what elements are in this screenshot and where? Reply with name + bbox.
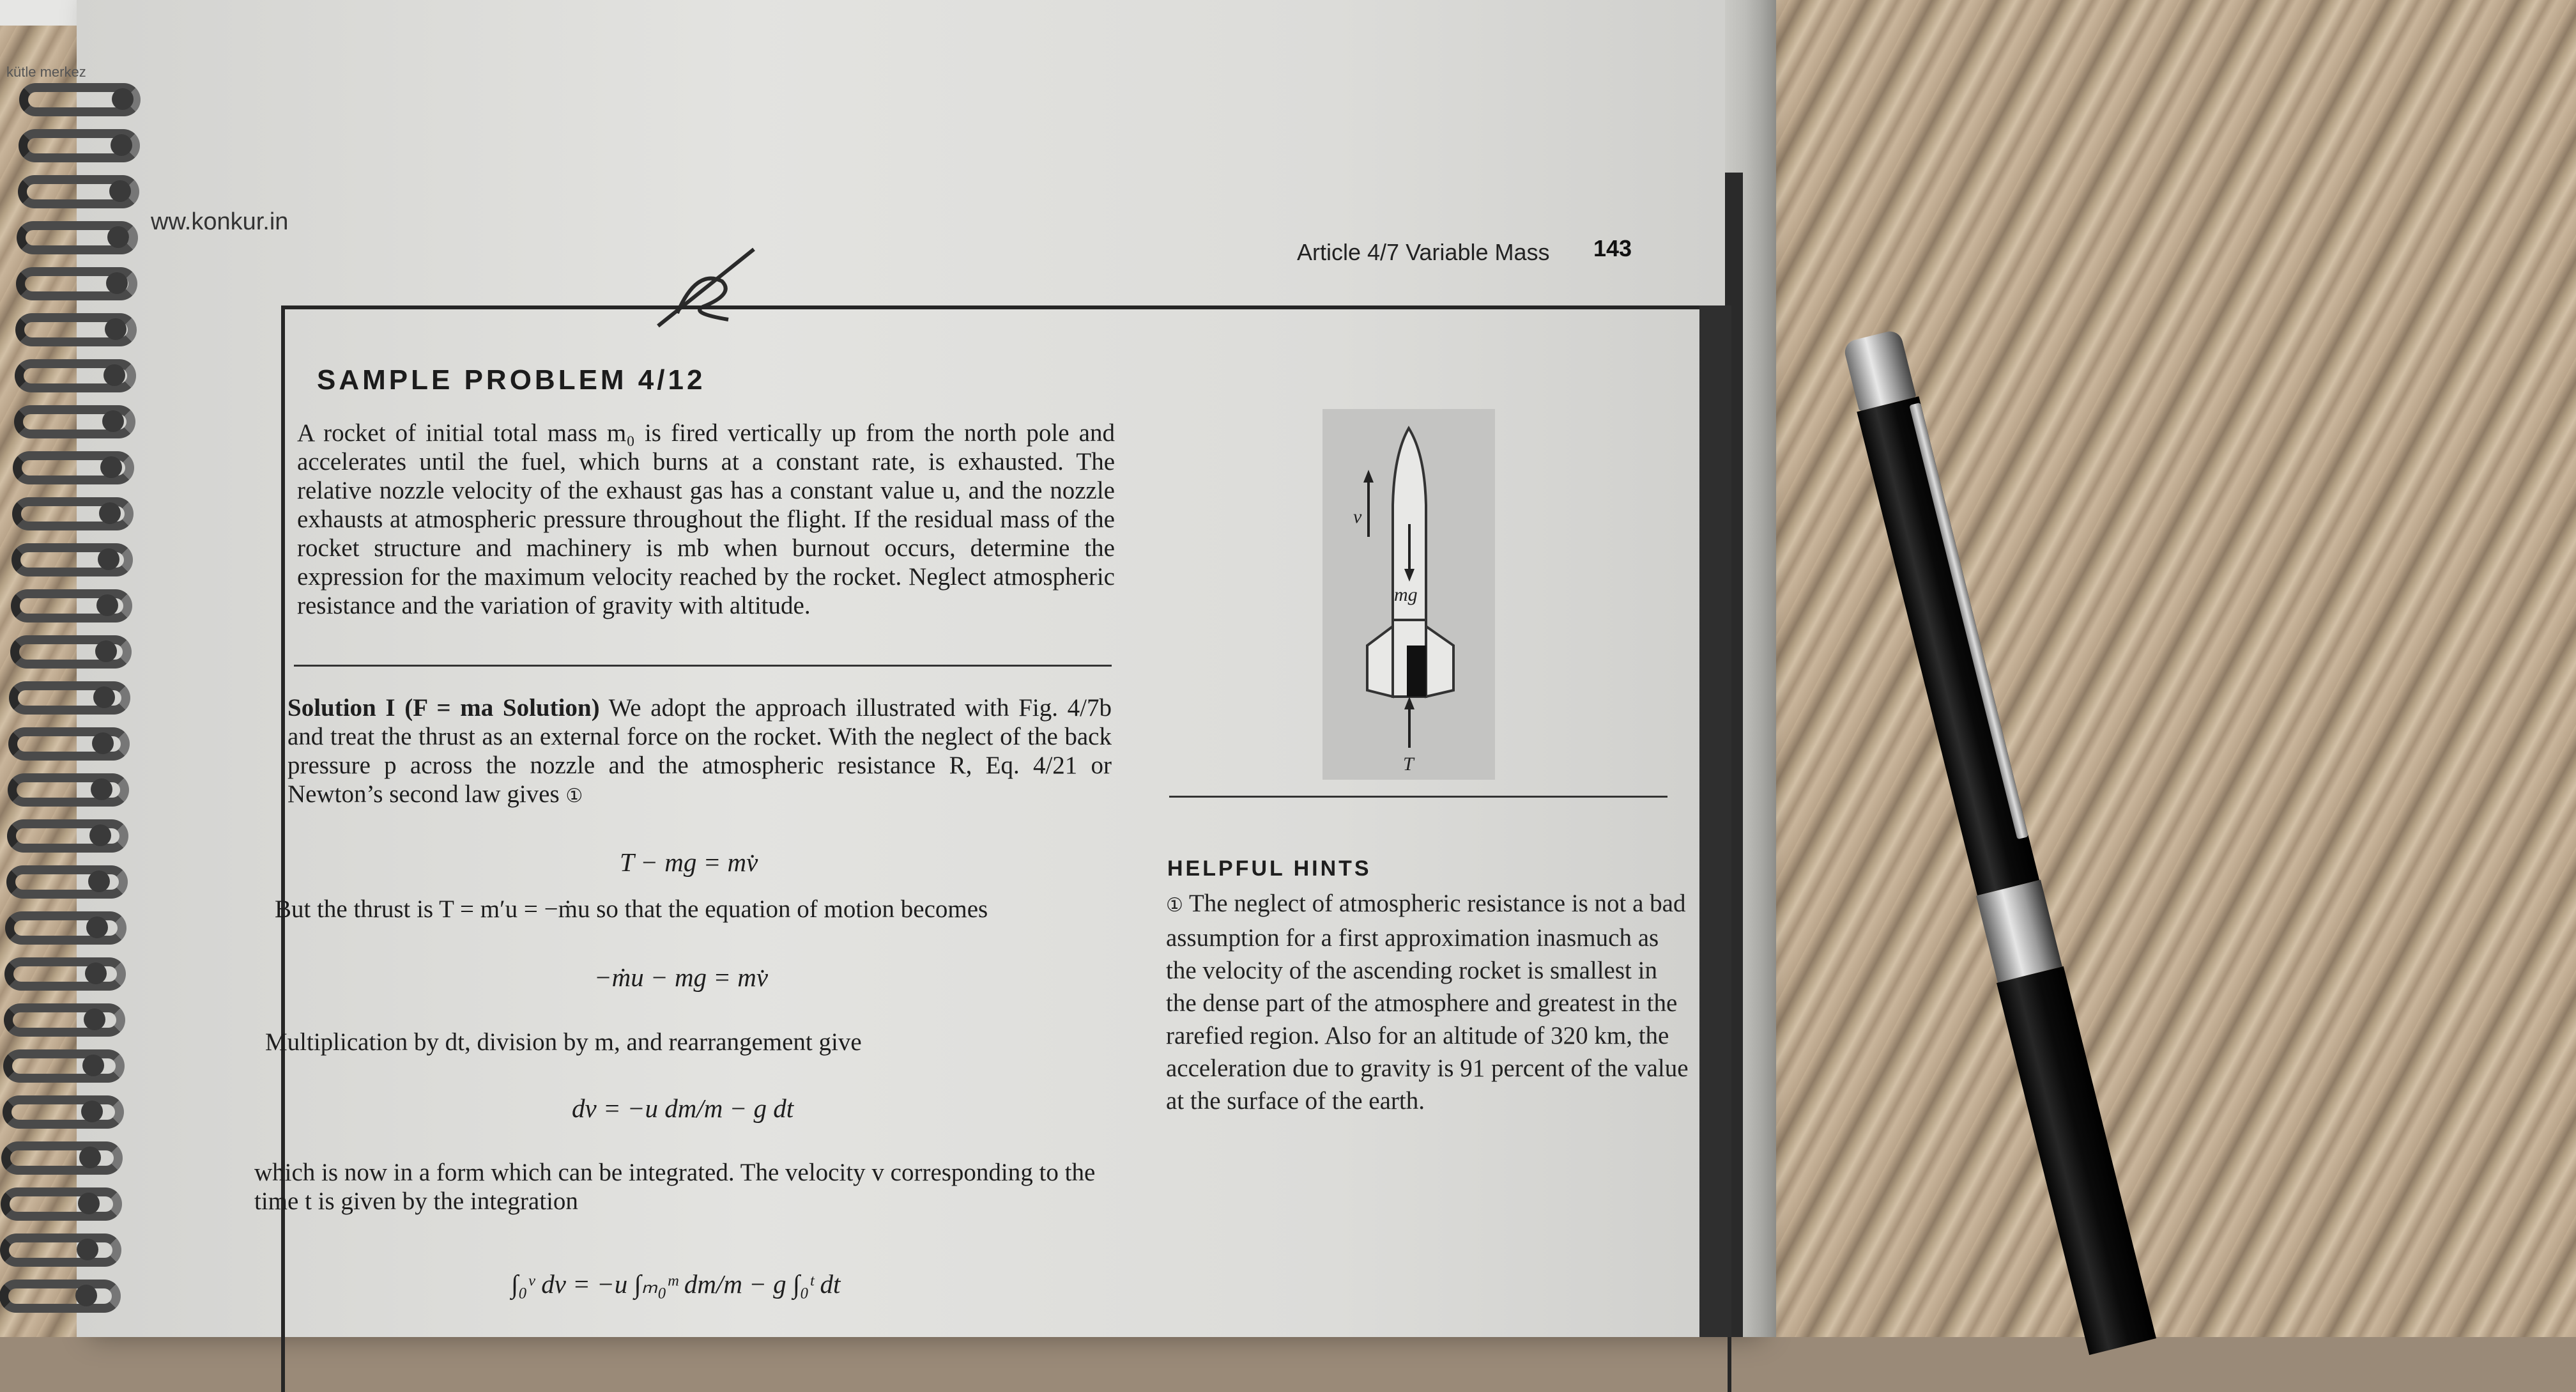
punch-hole — [88, 870, 110, 892]
punch-hole — [85, 963, 107, 984]
solution-heading: Solution I (F = ma Solution) — [288, 694, 600, 722]
page-number: 143 — [1593, 235, 1632, 261]
running-head: Article 4/7 Variable Mass — [1297, 239, 1550, 265]
equation-4: ∫₀ᵛ dv = −u ∫ₘ₀ᵐ dm/m − g ∫₀ᵗ dt — [511, 1269, 841, 1299]
spiral-ring — [0, 1233, 121, 1267]
spiral-ring — [1, 1187, 122, 1221]
punch-hole — [103, 364, 125, 386]
helpful-hints-title: HELPFUL HINTS — [1167, 856, 1372, 881]
box-shadow — [1699, 305, 1731, 1337]
solution-text-3: Multiplication by dt, division by m, and rearrangement give — [265, 1028, 862, 1056]
equation-2: −ṁu − mg = mv̇ — [594, 963, 769, 992]
spiral-ring — [0, 1280, 121, 1313]
divider — [294, 665, 1112, 667]
punch-hole — [96, 594, 118, 616]
solution-intro — [288, 693, 1112, 810]
punch-hole — [106, 272, 128, 294]
punch-hole — [77, 1239, 98, 1260]
punch-hole — [75, 1285, 97, 1306]
problem-statement: A rocket of initial total mass m₀ is fired vertically up from the north pole and accelerates until the fuel, which burns at a constant rate, is exhausted. The relative nozzle velocity of the exhaust gas has a constant value u, and the nozzle exhausts at atmospheric pressure throughout the flight. If the residual mass of the rocket structure and machinery is mb when burnout occurs, determine the expression for the maximum velocity reached by the rocket. Neglect atmospheric resistance and the variation of gravity with altitude. — [297, 419, 1115, 619]
spiral-ring — [5, 911, 126, 945]
punch-hole — [102, 410, 124, 432]
punch-hole — [109, 180, 131, 202]
rocket-nozzle — [1407, 646, 1426, 697]
punch-hole — [98, 548, 119, 570]
hint-item — [1166, 887, 1690, 1117]
solution-text-2: But the thrust is T = m′u = −ṁu so that the equation of motion becomes — [275, 895, 988, 923]
spiral-ring — [4, 957, 126, 991]
solution-text-4: which is now in a form which can be integrated. The velocity v corresponding to the time t is given by the integration — [254, 1159, 1096, 1215]
punch-hole — [95, 640, 117, 662]
label-v: v — [1353, 506, 1362, 527]
spiral-binding — [0, 0, 166, 1337]
punch-hole — [84, 1009, 105, 1030]
hint-item-marker: ① — [1166, 895, 1183, 916]
label-T: T — [1403, 754, 1414, 775]
rocket-figure — [1322, 409, 1508, 780]
spiral-ring — [3, 1095, 124, 1129]
hint-item-text: The neglect of atmospheric resistance is not a bad assumption for a first approximation inasmuch as the velocity of the ascending rocket is smallest in the dense part of the atmosphere and greatest in the rarefied region. Also for an altitude of 320 km, the acceleration due to gravity is 91 percent of the value at the surface of the earth. — [1166, 890, 1689, 1115]
punch-hole — [92, 732, 114, 754]
punch-hole — [78, 1193, 100, 1214]
punch-hole — [112, 88, 134, 110]
spiral-ring — [4, 1003, 125, 1037]
solution-intro-text: We adopt the approach illustrated with Fig. 4/7b and treat the thrust as an external force on the rocket. With the neglect of the back pressure p across the nozzle and the atmospheric resistance R, Eq. 4/21 or Newton’s second law gives — [288, 694, 1112, 808]
punch-hole — [99, 502, 121, 524]
sample-problem-title: SAMPLE PROBLEM 4/12 — [317, 364, 706, 396]
spiral-ring — [3, 1049, 125, 1083]
punch-hole — [91, 778, 112, 800]
pen-cap — [1843, 329, 1917, 411]
header-url: ww.konkur.in — [151, 208, 289, 235]
spiral-ring — [1, 1141, 123, 1175]
corner-label: kütle merkez — [6, 64, 86, 80]
punch-hole — [82, 1055, 104, 1076]
label-mg: mg — [1394, 584, 1418, 605]
punch-hole — [89, 824, 111, 846]
punch-hole — [111, 134, 132, 156]
hints-divider — [1169, 796, 1667, 798]
punch-hole — [105, 318, 126, 340]
hint-marker: ① — [565, 785, 583, 807]
equation-1: T − mg = mv̇ — [620, 847, 758, 877]
punch-hole — [81, 1101, 103, 1122]
pen-metal-band — [1976, 879, 2062, 982]
equation-3: dv = −u dm/m − g dt — [572, 1094, 794, 1123]
